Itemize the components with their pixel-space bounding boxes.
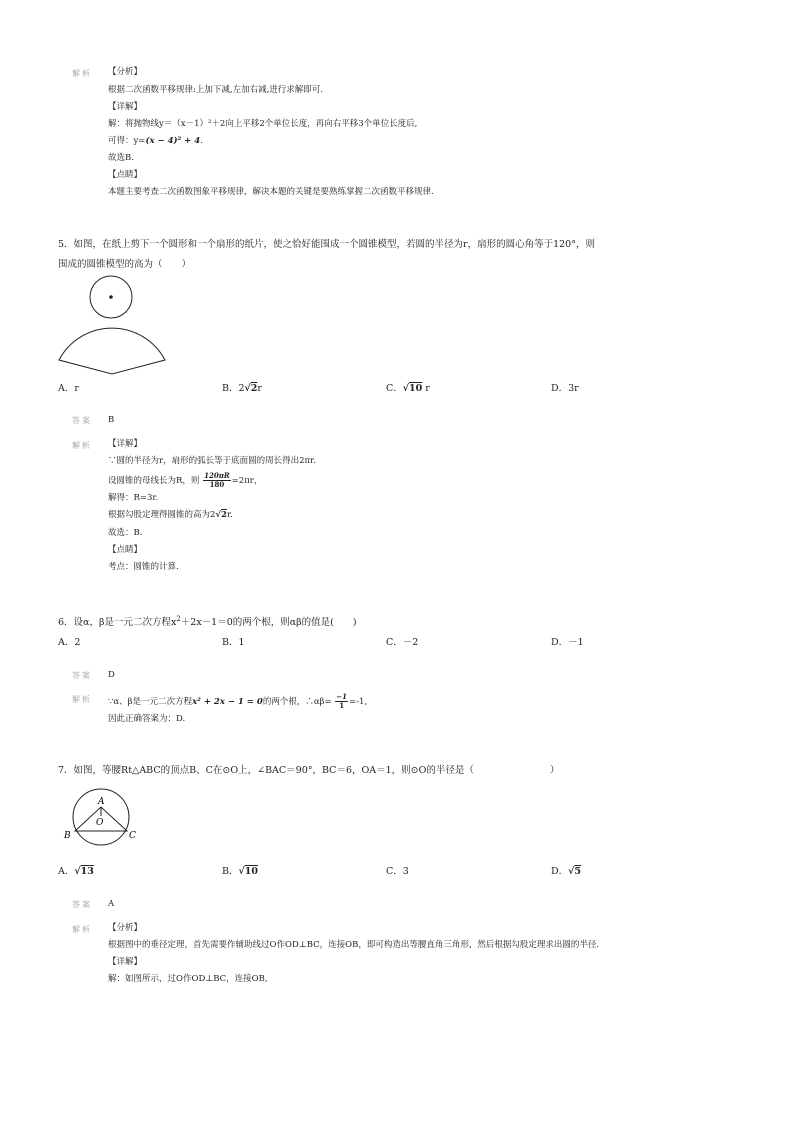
formula: x² + 2x − 1 = 0	[192, 697, 263, 707]
answer-label: 答案	[72, 671, 92, 680]
option-text: r	[257, 383, 262, 394]
denominator: 1	[339, 701, 345, 710]
analysis-label: 解析	[72, 441, 92, 450]
option-text: B．	[222, 866, 239, 877]
circle-triangle-figure	[60, 786, 145, 848]
sqrt-expression: √10	[238, 866, 258, 877]
option-d: D．3r	[551, 383, 579, 394]
solution-text-prefix: 设圆锥的母线长为R，则	[108, 476, 200, 486]
option-a	[58, 863, 94, 877]
solution-text: 解得：R=3r.	[108, 493, 159, 503]
sqrt-expression: √2	[215, 510, 227, 520]
radicand: 2	[250, 383, 258, 394]
answer-label: 答案	[72, 416, 92, 425]
section-heading: 【点睛】	[108, 170, 143, 180]
option-b: B．1	[222, 637, 245, 648]
option-text: D．	[551, 866, 569, 877]
cone-net-figure	[55, 272, 170, 380]
radicand: 13	[80, 866, 94, 877]
radicand: 5	[574, 866, 581, 877]
label-c: C	[129, 831, 136, 841]
section-heading: 【点睛】	[108, 545, 143, 555]
option-text: A．	[58, 866, 75, 877]
question-text: 6．设α，β是一元二次方程x	[58, 617, 177, 629]
solution-text: ∵圆的半径为r，扇形的弧长等于底面圆的周长得出2πr.	[108, 456, 316, 466]
question-5-text: 5．如图，在纸上剪下一个圆形和一个扇形的纸片，使之恰好能围成一个圆锥模型，若圆的半径为r，扇形的圆心角等于120°，则	[58, 239, 595, 250]
analysis-label: 解析	[72, 69, 92, 78]
comment-text: 考点：圆锥的计算.	[108, 562, 179, 572]
analysis-label: 解析	[72, 695, 92, 704]
solution-text: 解：将抛物线y＝（x－1）²＋2向上平移2个单位长度，再向右平移3个单位长度后,	[108, 119, 418, 129]
option-d	[551, 863, 581, 877]
analysis-label: 解析	[72, 925, 92, 934]
option-b	[222, 380, 262, 394]
sector	[59, 328, 165, 374]
answer-value: A	[108, 899, 115, 909]
answer-value: B	[108, 415, 115, 425]
section-heading: 【详解】	[108, 439, 143, 449]
sqrt-expression: √13	[74, 866, 94, 877]
option-c: C．3	[386, 866, 409, 877]
solution-text-prefix: 根据勾股定理得圆锥的高为2	[108, 510, 216, 520]
solution-text-prefix: 可得：y=	[108, 136, 146, 146]
answer-value: D	[108, 670, 115, 680]
section-heading: 【详解】	[108, 102, 143, 112]
radicand: 10	[409, 383, 423, 394]
fraction	[203, 472, 231, 489]
solution-text: 解：如图所示，过O作OD⊥BC，连接OB,	[108, 974, 268, 984]
formula: (x − 4)² + 4	[145, 136, 201, 146]
section-heading: 【分析】	[108, 923, 143, 933]
solution-text-suffix: =-1,	[349, 697, 368, 707]
numerator: −1	[336, 692, 348, 701]
solution-text-suffix: =2πr，	[231, 476, 263, 486]
option-text: r	[422, 383, 430, 394]
option-a: A．2	[58, 637, 81, 648]
solution-text	[108, 509, 233, 521]
solution-text-suffix: .	[200, 136, 203, 146]
denominator: 180	[209, 480, 225, 489]
solution-text: 因此正确答案为：D.	[108, 714, 186, 724]
option-a: A．r	[58, 383, 79, 394]
option-c: C．－2	[386, 637, 419, 648]
question-5-text: 围成的圆锥模型的高为（ ）	[58, 259, 192, 270]
solution-text-prefix: ∵α、β是一元二次方程	[108, 697, 193, 707]
solution-text-middle: 的两个根，∴αβ=	[262, 697, 332, 707]
option-b	[222, 863, 258, 877]
comment-text: 本题主要考查二次函数图象平移规律，解决本题的关键是要熟练掌握二次函数平移规律.	[108, 187, 434, 197]
label-a: A	[98, 797, 105, 807]
analysis-text: 根据图中的垂径定理，首先需要作辅助线过O作OD⊥BC，连接OB，即可构造出等腰直角三角形，然后根据勾股定理求出圆的半径.	[108, 940, 600, 950]
option-text: C．	[386, 383, 403, 394]
solution-text	[108, 693, 367, 710]
solution-text: 故选B.	[108, 153, 134, 163]
section-heading: 【分析】	[108, 67, 143, 77]
option-c	[386, 380, 430, 394]
radicand: 2	[221, 510, 227, 520]
analysis-text: 根据二次函数平移规律:上加下减,左加右减,进行求解即可.	[108, 85, 323, 95]
label-b: B	[64, 831, 71, 841]
solution-text: 故选：B.	[108, 528, 143, 538]
numerator: 120πR	[204, 471, 230, 480]
solution-text	[108, 135, 203, 147]
sqrt-expression: √10	[402, 383, 423, 394]
question-text: ＋2x－1＝0的两个根，则αβ的值是( )	[180, 617, 357, 629]
center-dot	[109, 295, 113, 299]
fraction	[335, 693, 348, 710]
sqrt-expression: √5	[568, 866, 581, 877]
exponent: 2	[176, 615, 181, 623]
question-7-text: 7．如图，等腰Rt△ABC的顶点B、C在⊙O上，∠BAC＝90°，BC＝6，OA＝1，则⊙O的半径是（ ）	[58, 765, 560, 776]
section-heading: 【详解】	[108, 957, 143, 967]
solution-text	[108, 472, 262, 489]
radicand: 10	[244, 866, 258, 877]
option-text: B．2	[222, 383, 245, 394]
option-d: D．－1	[551, 637, 584, 648]
label-o: O	[96, 818, 104, 828]
question-6-text	[58, 612, 357, 630]
sqrt-expression: √2	[244, 383, 258, 394]
solution-text-suffix: r.	[226, 510, 233, 520]
answer-label: 答案	[72, 900, 92, 909]
